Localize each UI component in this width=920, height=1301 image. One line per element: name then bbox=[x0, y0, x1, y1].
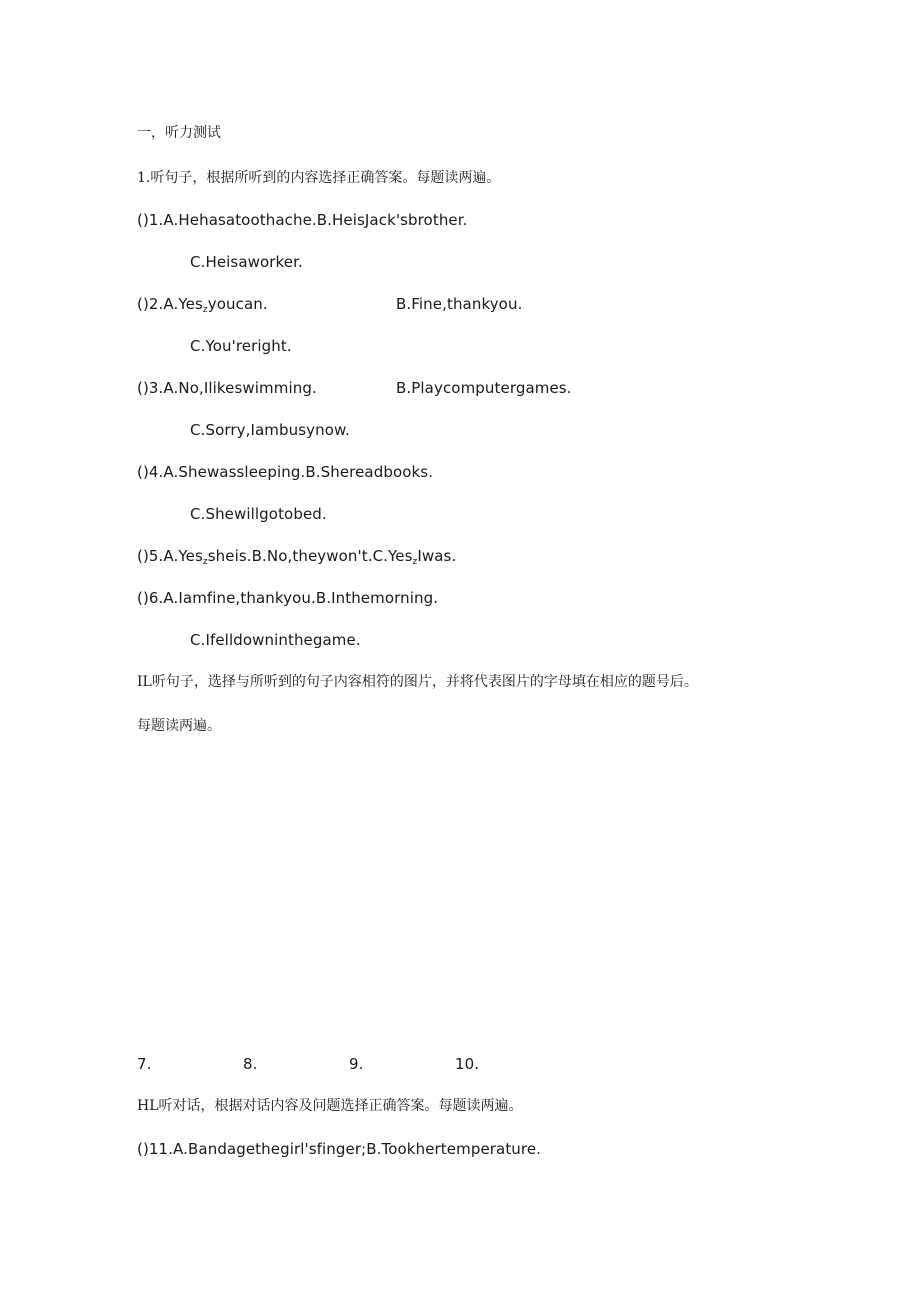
q5-middle: sheis.B.No,theywon't.C.Yes bbox=[207, 547, 413, 565]
q5-a-start: ()5.A.Yes bbox=[137, 547, 203, 565]
section-title: 一，听力测试 bbox=[137, 125, 221, 141]
question-3: ()3.A.No,Ilikeswimming. bbox=[137, 379, 317, 397]
question-3-option-c: C.Sorry,Iambusynow. bbox=[190, 421, 350, 439]
part2-instruction-line2: 每题读两遍。 bbox=[137, 718, 221, 734]
question-4: ()4.A.Shewassleeping.B.Shereadbooks. bbox=[137, 463, 434, 481]
q2-sub-mark: z bbox=[202, 305, 208, 315]
question-11: ()11.A.Bandagethegirl'sfinger;B.Tookhertemperature. bbox=[137, 1140, 542, 1158]
part2-instruction-line1: IL听句子，选择与所听到的句子内容相符的图片，并将代表图片的字母填在相应的题号后。 bbox=[137, 674, 698, 690]
picture-number-8: 8. bbox=[243, 1055, 258, 1073]
picture-area bbox=[137, 745, 777, 1045]
question-2-option-b: B.Fine,thankyou. bbox=[396, 295, 523, 313]
question-1-option-c: C.Heisaworker. bbox=[190, 253, 303, 271]
question-3-option-b: B.Playcomputergames. bbox=[396, 379, 572, 397]
part1-instruction: 1.听句子，根据所听到的内容选择正确答案。每题读两遍。 bbox=[137, 170, 501, 186]
q5-sub-mark-1: z bbox=[202, 557, 208, 567]
question-1: ()1.A.Hehasatoothache.B.HeisJack'sbrother. bbox=[137, 211, 468, 229]
q5-sub-mark-2: z bbox=[412, 557, 418, 567]
question-2 bbox=[137, 294, 268, 317]
question-4-option-c: C.Shewillgotobed. bbox=[190, 505, 327, 523]
picture-number-7: 7. bbox=[137, 1055, 152, 1073]
question-5 bbox=[137, 546, 456, 569]
picture-number-9: 9. bbox=[349, 1055, 364, 1073]
question-6: ()6.A.Iamfine,thankyou.B.Inthemorning. bbox=[137, 589, 439, 607]
q2-a-end: youcan. bbox=[207, 295, 268, 313]
part3-instruction: HL听对话，根据对话内容及问题选择正确答案。每题读两遍。 bbox=[137, 1098, 523, 1114]
q5-end: Iwas. bbox=[417, 547, 457, 565]
question-2-option-c: C.You'reright. bbox=[190, 337, 292, 355]
q2-a-start: ()2.A.Yes bbox=[137, 295, 203, 313]
question-6-option-c: C.Ifelldowninthegame. bbox=[190, 631, 361, 649]
picture-number-10: 10. bbox=[455, 1055, 480, 1073]
